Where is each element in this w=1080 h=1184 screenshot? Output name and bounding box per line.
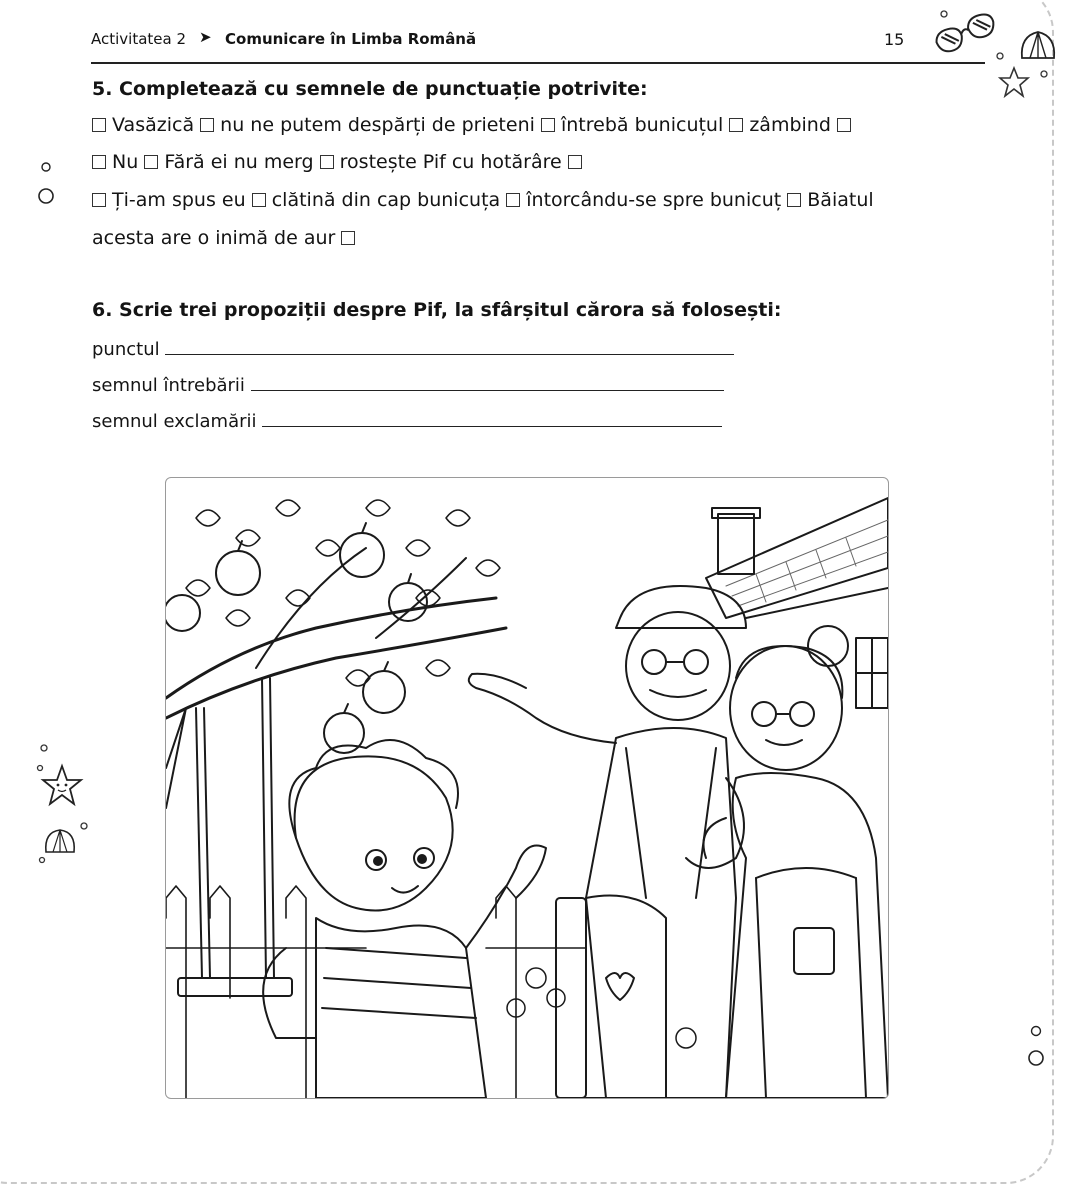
answer-line[interactable]	[165, 340, 734, 355]
answer-line[interactable]	[262, 412, 722, 427]
page-number: 15	[884, 30, 905, 49]
sentence-fragment: întorcându-se spre bunicuț	[520, 189, 788, 211]
punctuation-box[interactable]	[568, 155, 582, 169]
bubble-icon	[36, 158, 56, 208]
starfish-icon	[28, 740, 98, 870]
punctuation-box[interactable]	[320, 155, 334, 169]
answer-row-exclamation	[92, 411, 722, 432]
garden-fence	[166, 886, 586, 1098]
sentence-fragment: Ți-am spus eu	[106, 189, 252, 211]
exercise-5-line-4	[92, 227, 355, 249]
sentence-fragment: Băiatul	[801, 189, 874, 211]
punctuation-box[interactable]	[144, 155, 158, 169]
punctuation-box[interactable]	[92, 118, 106, 132]
punctuation-box[interactable]	[341, 231, 355, 245]
subject-title: Comunicare în Limba Română	[225, 30, 477, 48]
sentence-fragment: întrebă bunicuțul	[554, 114, 730, 136]
answer-prompt: semnul întrebării	[92, 375, 245, 396]
punctuation-box[interactable]	[541, 118, 555, 132]
punctuation-box[interactable]	[506, 193, 520, 207]
punctuation-box[interactable]	[92, 155, 106, 169]
sunglasses-icon	[930, 6, 1010, 62]
punctuation-box[interactable]	[837, 118, 851, 132]
tree-branch	[166, 598, 496, 698]
sentence-fragment: clătină din cap bunicuța	[265, 189, 507, 211]
sentence-fragment: Fără ei nu merg	[158, 151, 320, 173]
sentence-fragment: rostește Pif cu hotărâre	[333, 151, 568, 173]
coloring-page-illustration	[165, 477, 889, 1099]
arrow-icon: ➤	[199, 28, 212, 46]
answer-prompt: semnul exclamării	[92, 411, 257, 432]
punctuation-box[interactable]	[252, 193, 266, 207]
sentence-fragment: zâmbind	[743, 114, 837, 136]
exercise-5-line-2	[92, 151, 582, 173]
punctuation-box[interactable]	[729, 118, 743, 132]
exercise-5-line-1	[92, 114, 851, 136]
exercise-5-line-3	[92, 189, 874, 211]
punctuation-box[interactable]	[92, 193, 106, 207]
answer-row-period	[92, 339, 734, 360]
punctuation-box[interactable]	[200, 118, 214, 132]
exercise-6-title: 6. Scrie trei propoziții despre Pif, la sfârșitul cărora să folosești:	[92, 299, 782, 321]
punctuation-box[interactable]	[787, 193, 801, 207]
sentence-fragment: Nu	[106, 151, 145, 173]
activity-label: Activitatea 2	[91, 30, 187, 48]
sentence-fragment: acesta are o inimă de aur	[92, 227, 342, 249]
garden-gate	[556, 896, 666, 1099]
exercise-5-title: 5. Completează cu semnele de punctuație potrivite:	[92, 78, 648, 100]
starfish-icon	[996, 64, 1056, 104]
bubble-icon	[1024, 1022, 1048, 1072]
sentence-fragment: nu ne putem despărți de prieteni	[214, 114, 541, 136]
answer-row-question	[92, 375, 724, 396]
seashell-icon	[1018, 28, 1058, 64]
answer-prompt: punctul	[92, 339, 160, 360]
page-header	[91, 26, 985, 64]
sentence-fragment: Vasăzică	[106, 114, 201, 136]
answer-line[interactable]	[251, 376, 724, 391]
